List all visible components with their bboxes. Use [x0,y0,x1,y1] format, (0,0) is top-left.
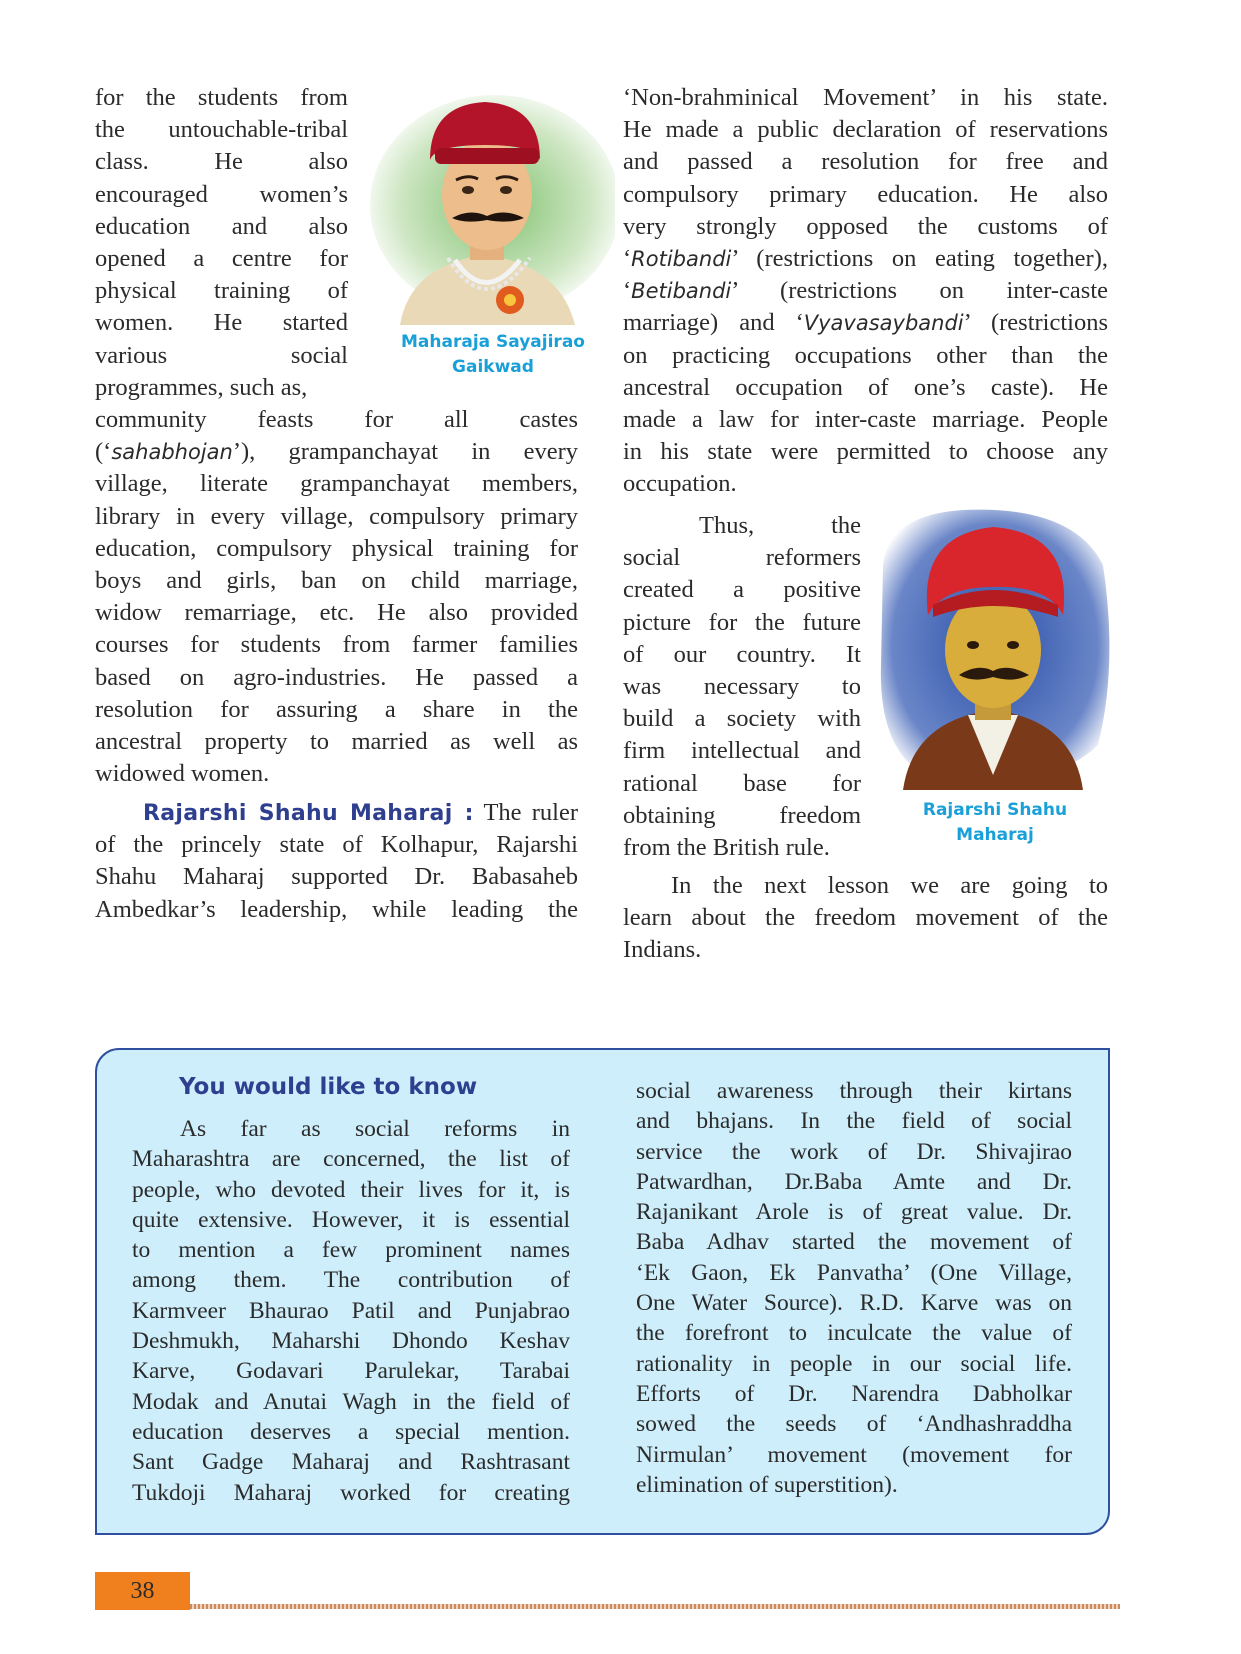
text-line: Indians. [623,936,702,964]
text-line: physical training of [95,277,348,305]
text-line: He made a public declaration of reservations [623,116,1108,144]
text-line: Deshmukh, Maharshi Dhondo Keshav [132,1328,570,1355]
shahu-caption [880,798,1110,848]
caption-line: Gaikwad [452,357,534,377]
text-line: to mention a few prominent names [132,1237,570,1264]
text-fragment: ’ (restrictions [963,309,1108,337]
text-line: compulsory primary education. He also [623,180,1108,208]
text-line: people, who devoted their lives for it, is [132,1176,570,1203]
text-line: rationality in people in our social life. [636,1350,1072,1377]
italic-term: Betibandi [631,279,732,304]
text-fragment: marriage) and ‘ [623,309,804,337]
text-line: Thus, the [699,512,861,539]
info-box-title: You would like to know [179,1074,478,1100]
text-line: encouraged women’s [95,180,348,208]
caption-line: Rajarshi Shahu [922,800,1068,820]
text-line: education deserves a special mention. [132,1418,570,1445]
info-box-left-column [132,1114,570,1508]
text-line: boys and girls, ban on child marriage, [95,566,578,594]
text-line: opened a centre for [95,244,348,272]
text-line: Patwardhan, Dr.Baba Amte and Dr. [636,1168,1072,1195]
text-line: Efforts of Dr. Narendra Dabholkar [636,1380,1072,1407]
text-line: occupation. [623,470,737,498]
text-line: and bhajans. In the field of social [636,1108,1072,1135]
text-line: resolution for assuring a share in the [95,695,578,723]
text-line: picture for the future [623,608,861,636]
italic-term: Rotibandi [631,246,732,271]
text-line: build a society with [623,705,861,733]
text-line: for the students from [95,84,348,111]
text-line: Karve, Godavari Parulekar, Tarabai [132,1358,570,1385]
page-number: 38 [95,1572,190,1610]
text-line: from the British rule. [623,833,830,861]
text-line: As far as social reforms in [180,1116,570,1142]
text-line: social awareness through their kirtans [636,1078,1072,1104]
text-line [95,436,578,468]
text-line: village, literate grampanchayat members, [95,470,578,498]
text-line: Modak and Anutai Wagh in the field of [132,1388,570,1415]
text-line: made a law for inter-caste marriage. People [623,405,1108,433]
text-line: of our country. It [623,640,861,668]
text-line: ancestral property to married as well as [95,727,578,755]
text-line: Ambedkar’s leadership, while leading the [95,895,578,923]
caption-line: Maharaja Sayajirao [401,332,585,352]
italic-term: sahabhojan [111,440,233,465]
text-line: service the work of Dr. Shivajirao [636,1138,1072,1165]
text-fragment: ’ (restrictions on inter-caste [731,277,1108,305]
text-line: various social [95,341,348,369]
text-line: of the princely state of Kolhapur, Rajarshi [95,831,578,859]
text-line: Maharashtra are concerned, the list of [132,1146,570,1173]
text-line: Shahu Maharaj supported Dr. Babasaheb [95,863,578,891]
text-line: Rajanikant Arole is of great value. Dr. [636,1199,1072,1226]
footer-rule [190,1604,1120,1609]
text-line: the forefront to inculcate the value of [636,1320,1072,1347]
left-top-paragraph [95,82,348,404]
text-line: obtaining freedom [623,801,861,829]
thus-paragraph [623,510,861,864]
text-line: One Water Source). R.D. Karve was on [636,1290,1072,1317]
text-line: community feasts for all castes [95,406,578,433]
text-line: rational base for [623,769,861,797]
text-line: widow remarriage, etc. He also provided [95,599,578,627]
text-line: quite extensive. However, it is essential [132,1206,570,1233]
text-fragment: The ruler [483,799,578,826]
text-line: education, compulsory physical training for [95,534,578,562]
text-line: library in every village, compulsory primary [95,502,578,530]
left-wide-paragraph [95,404,578,790]
text-line: on practicing occupations other than the [623,341,1108,369]
shahu-portrait [873,505,1113,790]
text-line: Karmveer Bhaurao Patil and Punjabrao [132,1297,570,1324]
text-line: courses for students from farmer families [95,631,578,659]
next-lesson-paragraph [623,870,1108,967]
text-line: social reformers [623,544,861,572]
text-line: in his state were permitted to choose any [623,438,1108,466]
text-line: firm intellectual and [623,737,861,765]
text-line: was necessary to [623,672,861,700]
text-line: programmes, such as, [95,373,308,401]
text-line: ‘Ek Gaon, Ek Panvatha’ (One Village, [636,1259,1072,1286]
right-top-paragraph [623,82,1108,500]
text-line: based on agro-industries. He passed a [95,663,578,691]
text-line: very strongly opposed the customs of [623,212,1108,240]
text-line: sowed the seeds of ‘Andhashraddha [636,1411,1072,1438]
italic-term: Vyavasaybandi [803,311,964,336]
text-line: In the next lesson we are going to [671,872,1108,899]
shahu-paragraph [95,797,578,926]
text-line: Nirmulan’ movement (movement for [636,1441,1072,1468]
section-heading: Rajarshi Shahu Maharaj : [143,801,474,826]
text-line: women. He started [95,309,348,337]
text-line: Tukdoji Maharaj worked for creating [132,1479,570,1506]
text-line: education and also [95,212,348,240]
text-line: widowed women. [95,760,270,788]
text-line: among them. The contribution of [132,1267,570,1294]
text-line [623,307,1108,339]
text-line: ‘Non-brahminical Movement’ in his state. [623,84,1108,111]
text-line: class. He also [95,148,348,176]
text-line: and passed a resolution for free and [623,148,1108,176]
info-box [95,1048,1110,1535]
text-line: created a positive [623,576,861,604]
text-line: learn about the freedom movement of the [623,904,1108,932]
sayajirao-portrait [360,90,615,325]
text-line: ancestral occupation of one’s caste). He [623,373,1108,401]
text-fragment: ‘ [623,244,632,272]
text-line [623,243,1108,275]
text-line: Baba Adhav started the movement of [636,1229,1072,1256]
text-fragment: ’), grampanchayat in every [232,438,578,466]
text-line [623,275,1108,307]
text-line: the untouchable-tribal [95,116,348,144]
text-line [95,797,578,829]
text-fragment: (‘ [95,438,112,466]
text-line: Sant Gadge Maharaj and Rashtrasant [132,1449,570,1476]
text-line: elimination of superstition). [636,1471,898,1498]
caption-line: Maharaj [956,825,1034,845]
sayajirao-caption [378,330,608,380]
text-fragment: ’ (restrictions on eating together), [731,244,1108,272]
text-fragment: ‘ [623,277,632,305]
info-box-right-column [636,1076,1072,1500]
